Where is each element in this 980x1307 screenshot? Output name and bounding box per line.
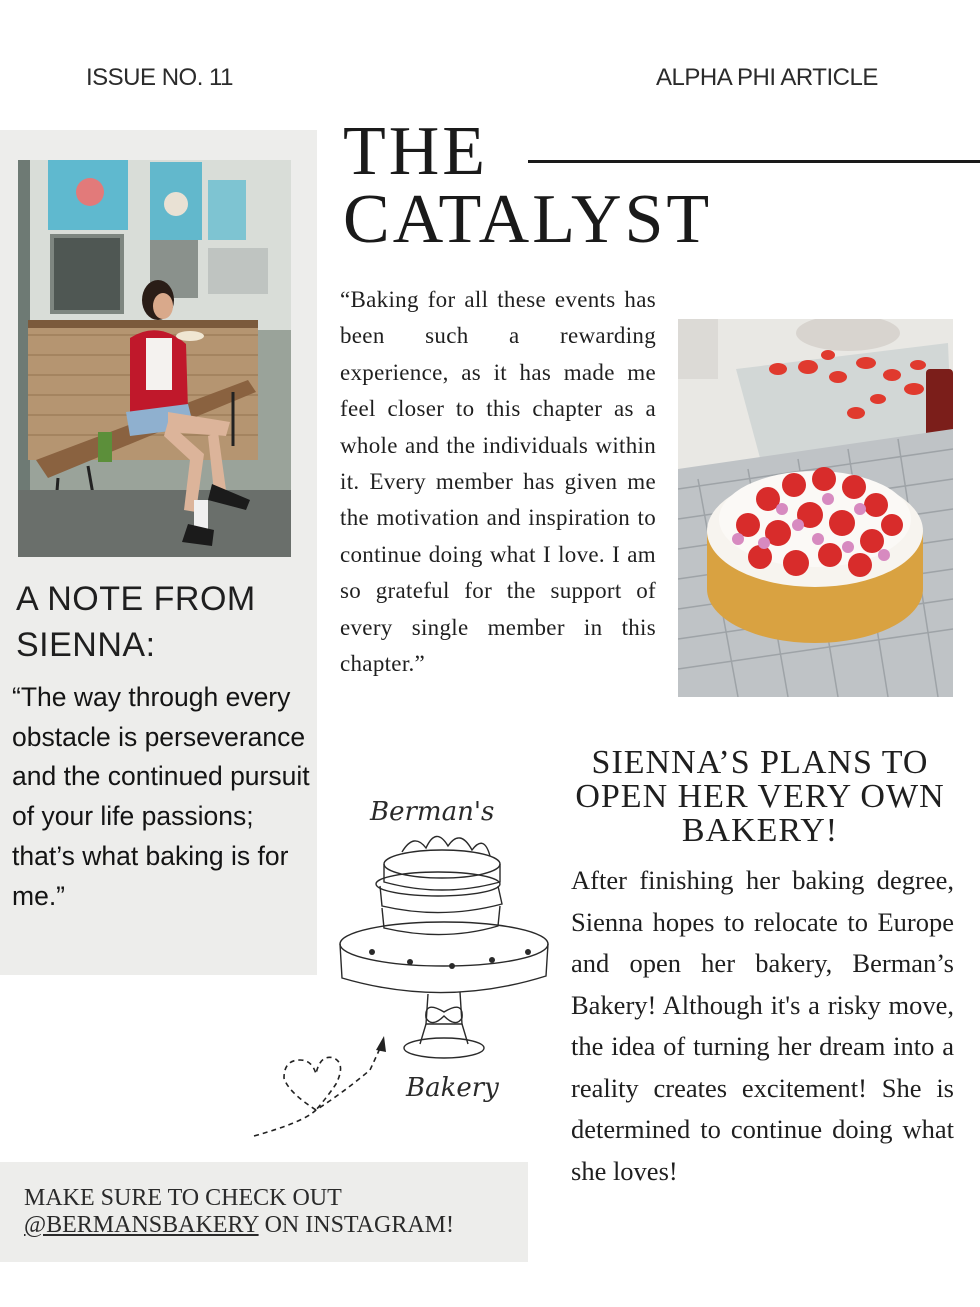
instagram-line-2 (24, 1212, 454, 1239)
instagram-callout (24, 1185, 454, 1239)
issue-number: ISSUE NO. 11 (86, 64, 233, 91)
instagram-handle-link[interactable]: @BERMANSBAKERY (24, 1212, 259, 1238)
magazine-title (343, 113, 713, 258)
title-line-2: CATALYST (343, 181, 713, 258)
dashed-heart-arrow-icon (244, 1030, 394, 1146)
sketch-top-text: Berman's (370, 797, 495, 827)
title-line-1: THE (343, 113, 489, 190)
instagram-line-1: MAKE SURE TO CHECK OUT (24, 1185, 342, 1211)
plans-heading: SIENNA’S PLANS TO OPEN HER VERY OWN BAKERY! (575, 744, 945, 849)
note-heading-line-1: A NOTE FROM (16, 580, 256, 618)
sketch-bottom-text: Bakery (406, 1073, 499, 1103)
main-quote: “Baking for all these events has been such a rewarding experience, as it has made me feel closer to this chapter as a whole and the individuals within it. Every member has given me the motivation and inspiration to continue doing what I love. I am so grateful for the support of every single member in this chapter.” (340, 287, 656, 677)
note-quote: “The way through every obstacle is perseverance and the continued pursuit of your life passions; that’s what baking is for me.” (12, 682, 310, 911)
photo-sienna (18, 160, 291, 557)
plans-body: After finishing her baking degree, Sienna hopes to relocate to Europe and open her bakery, Berman’s Bakery! Although it's a risky move, the idea of turning her dream into a reality creates excitement! She is determined to continue doing what she loves! (571, 865, 954, 1186)
note-heading (16, 576, 316, 668)
note-heading-line-2: SIENNA: (16, 626, 156, 664)
photo-strawberry-cake (678, 319, 953, 697)
section-label: ALPHA PHI ARTICLE (656, 64, 878, 91)
instagram-line-2-suffix: ON INSTAGRAM! (258, 1212, 455, 1238)
title-rule (528, 160, 980, 163)
